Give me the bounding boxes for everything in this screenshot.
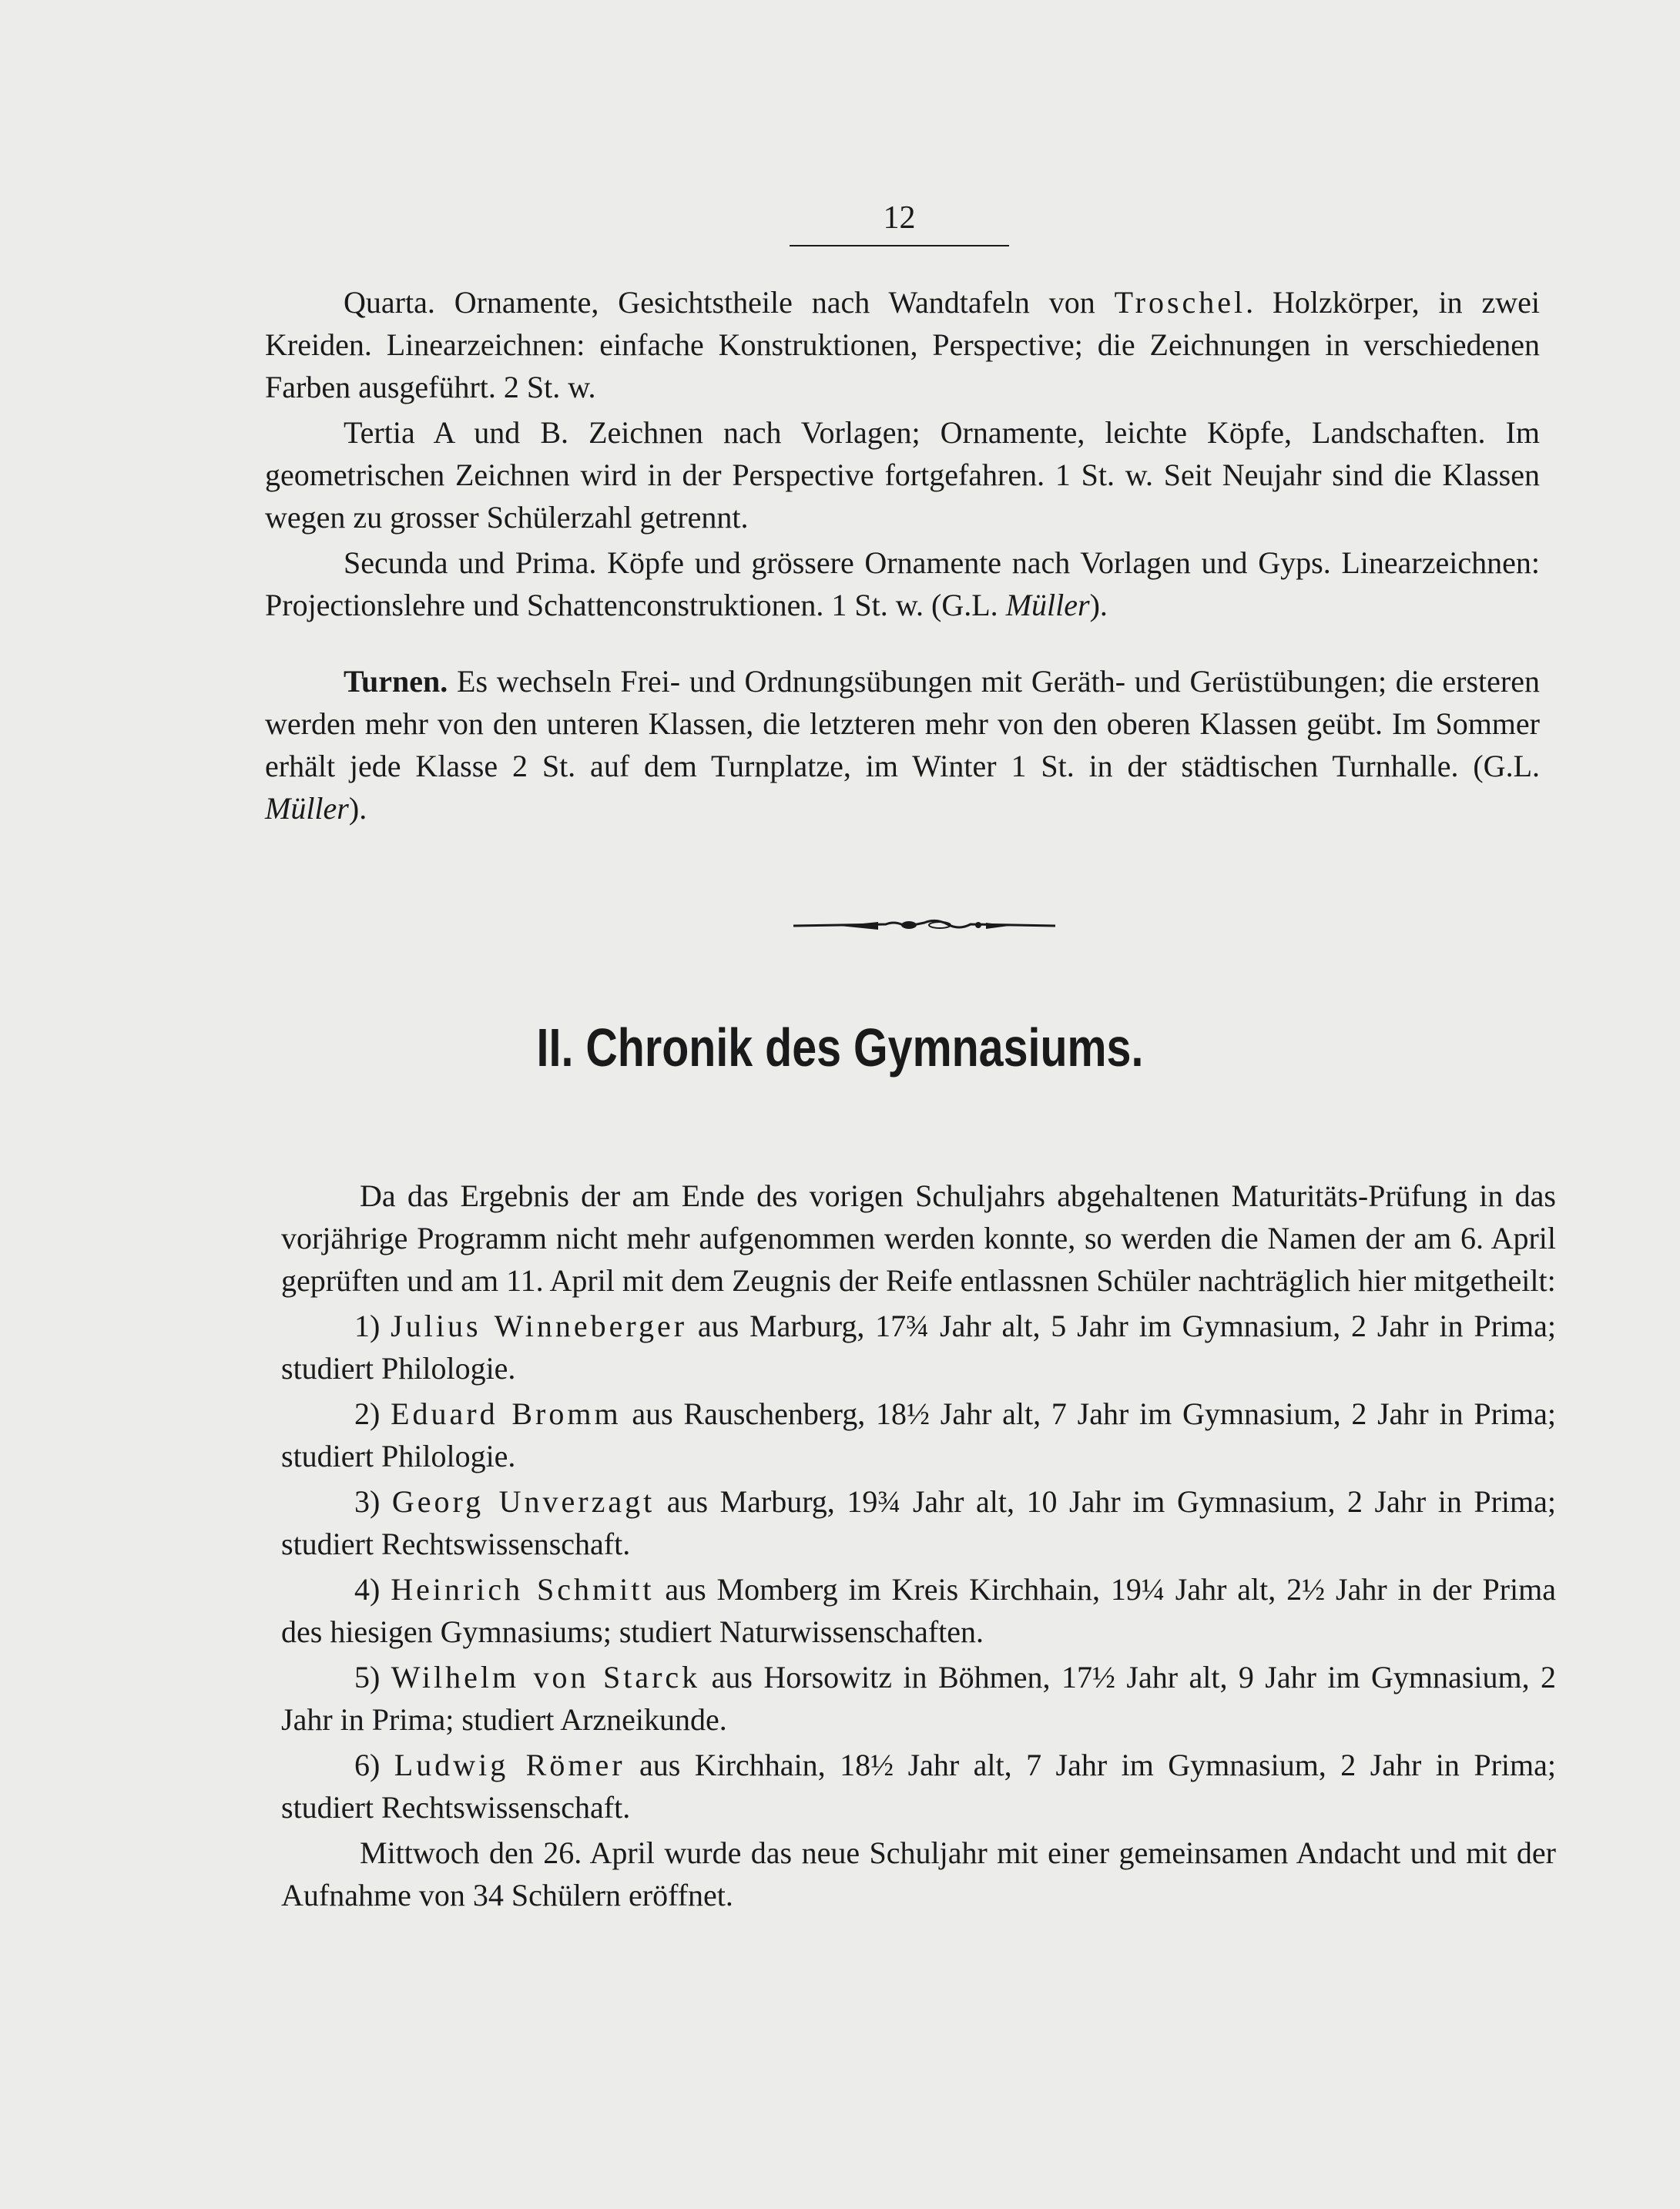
secunda-close: ). [1089,588,1108,622]
quarta-text-1: Ornamente, Gesichtstheile nach Wandtafeln von [434,285,1115,320]
secunda-teacher: Müller [1005,588,1090,622]
chronicle-closing: Mittwoch den 26. April wurde das neue Schuljahr mit einer gemeinsamen Andacht und mit der Aufnahme von 34 Schülern eröffnet. [281,1835,1556,1912]
turnen-label: Turnen. [344,664,448,699]
turnen-close: ). [348,791,367,826]
list-item: 1) Julius Winneberger aus Marburg, 17¾ Jahr alt, 5 Jahr im Gymnasium, 2 Jahr in Prima; studiert Philologie. [281,1309,1556,1386]
list-item: 6) Ludwig Römer aus Kirchhain, 18½ Jahr alt, 7 Jahr im Gymnasium, 2 Jahr in Prima; studiert Rechtswissenschaft. [281,1748,1556,1825]
drawing-section [265,281,1540,629]
chronicle-section [281,1175,1556,1919]
list-item: 2) Eduard Bromm aus Rauschenberg, 18½ Jahr alt, 7 Jahr im Gymnasium, 2 Jahr in Prima; studiert Philologie. [281,1396,1557,1473]
student-name: Eduard Bromm [391,1396,622,1431]
student-name: Julius Winneberger [391,1309,688,1343]
quarta-teacher-name: Troschel [1114,285,1246,320]
student-name: Wilhelm von Starck [391,1660,701,1694]
tertia-paragraph: Tertia A und B. Zeichnen nach Vorlagen; Ornamente, leichte Köpfe, Landschaften. Im geometrischen Zeichnen wird in der Perspective fortgefahren. 1 St. w. Seit Neujahr sind die Klassen wegen zu grosser Schülerzahl getrennt. [265,415,1540,535]
page-number: 12 [883,200,916,236]
quarta-text-2: . Holzkörper, in zwei Kreiden. Linearzeichnen: einfache Konstruktionen, Perspective; die Zeichnungen in verschiedenen Farben ausgeführt. 2 St. w. [265,285,1540,404]
turnen-teacher: Müller [265,791,349,826]
page-number-rule [790,245,1009,246]
secunda-text: Secunda und Prima. Köpfe und grössere Ornamente nach Vorlagen und Gyps. Linearzeichnen: Projectionslehre und Schattenconstruktionen. 1 St. w. (G.L. [265,545,1540,622]
quarta-label: Quarta. [344,285,435,320]
list-item: 3) Georg Unverzagt aus Marburg, 19¾ Jahr alt, 10 Jahr im Gymnasium, 2 Jahr in Prima; studiert Rechtswissenschaft. [281,1484,1556,1561]
turnen-section [265,660,1540,833]
student-name: Heinrich Schmitt [391,1572,655,1607]
section-divider-ornament [793,910,1055,941]
secunda-paragraph [265,541,1540,626]
list-item: 5) Wilhelm von Starck aus Horsowitz in Böhmen, 17½ Jahr alt, 9 Jahr im Gymnasium, 2 Jahr in Prima; studiert Arzneikunde. [281,1660,1557,1737]
turnen-text: Es wechseln Frei- und Ordnungsübungen mit Geräth- und Gerüstübungen; die ersteren werden mehr von den unteren Klassen, die letzteren mehr von den oberen Klassen geübt. Im Sommer erhält jede Klasse 2 St. auf dem Turnplatze, im Winter 1 St. in der städtischen Turnhalle. (G.L. [265,664,1540,783]
student-name: Georg Unverzagt [391,1484,656,1519]
chronicle-intro: Da das Ergebnis der am Ende des vorigen Schuljahrs abgehaltenen Maturitäts-Prüfung in das vorjährige Programm nicht mehr aufgenommen werden konnte, so werden die Namen der am 6. April geprüften und am 11. April mit dem Zeugnis der Reife entlassnen Schüler nachträglich hier mitgetheilt: [281,1178,1556,1298]
turnen-paragraph [265,660,1540,830]
list-item: 4) Heinrich Schmitt aus Momberg im Kreis Kirchhain, 19¼ Jahr alt, 2½ Jahr in der Prima des hiesigen Gymnasiums; studiert Naturwissenschaften. [281,1572,1557,1649]
quarta-paragraph [265,281,1540,408]
student-name: Ludwig Römer [394,1748,625,1782]
chronicle-heading: II. Chronik des Gymnasiums. [536,1017,1144,1078]
